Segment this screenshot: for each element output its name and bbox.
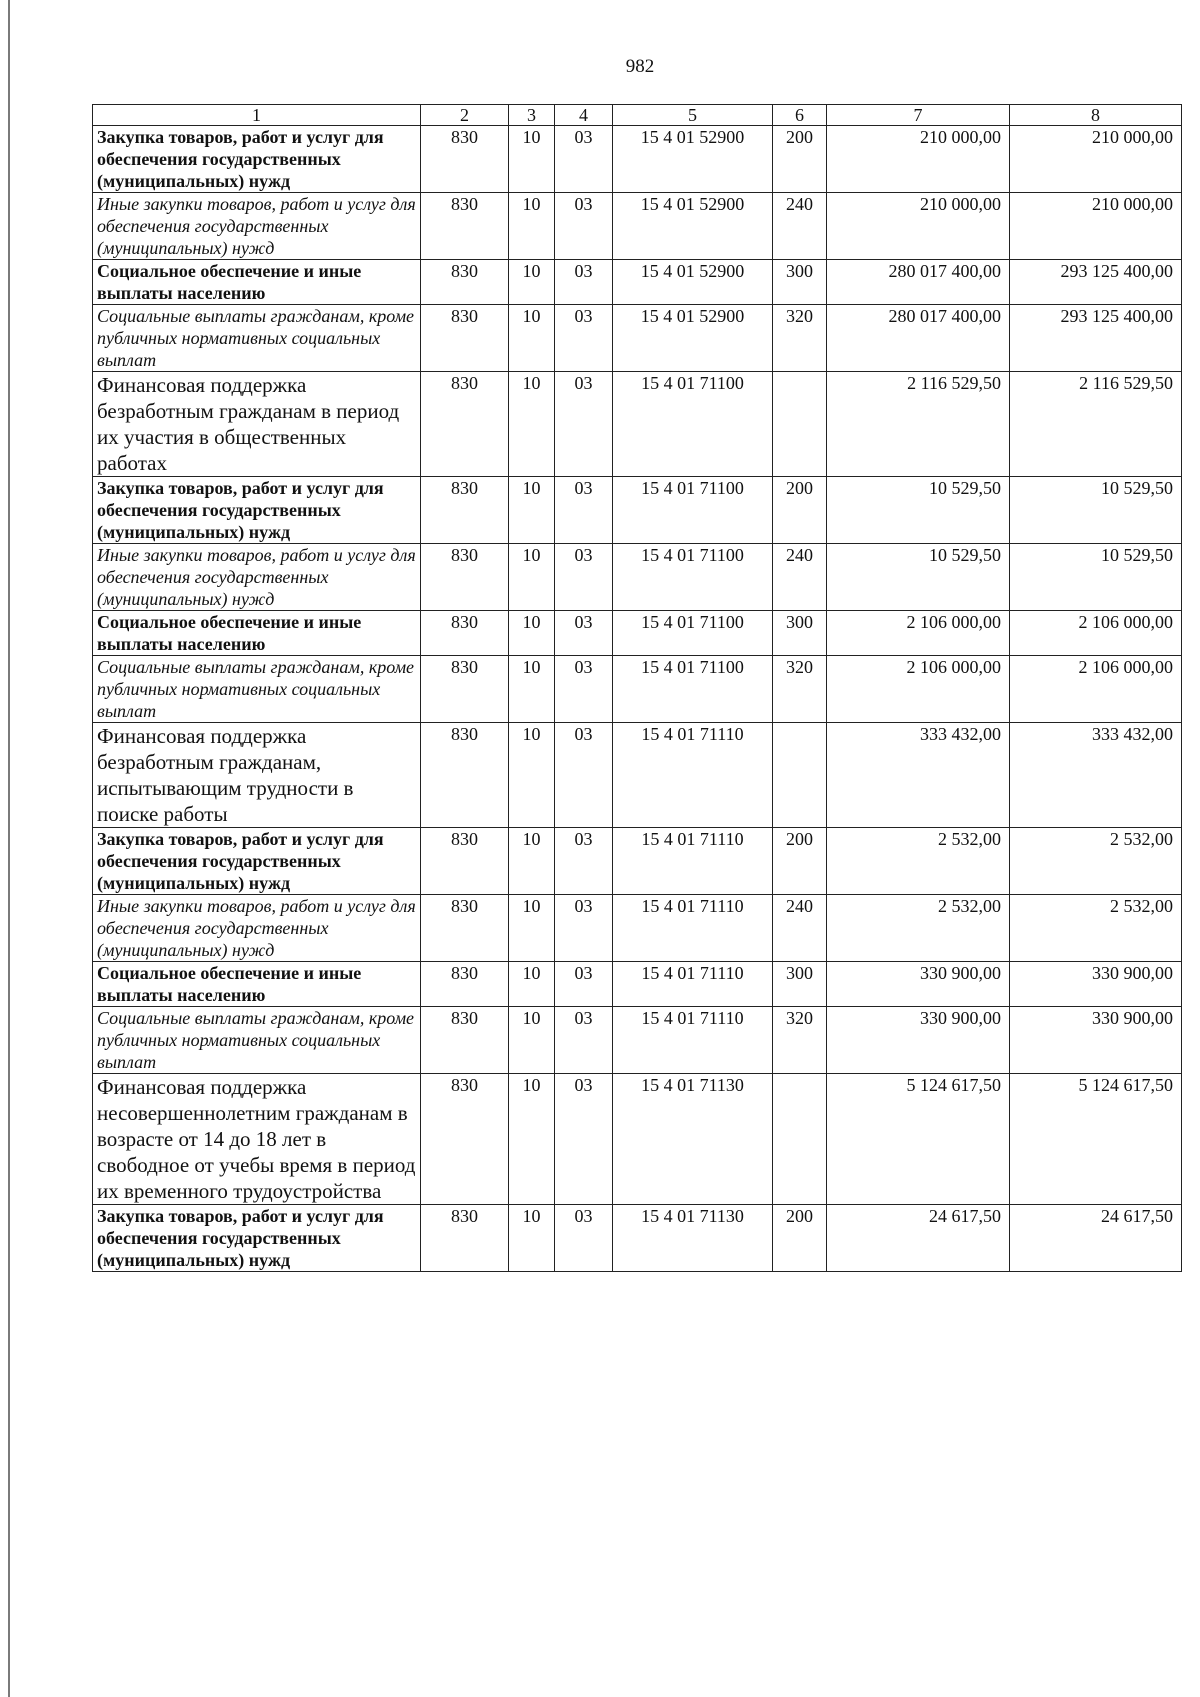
row-sum-year-1: 5 124 617,50	[827, 1074, 1010, 1205]
page-number: 982	[625, 56, 655, 77]
row-subsection: 03	[555, 193, 613, 260]
table-row	[93, 828, 1182, 895]
row-admin-code: 830	[421, 1074, 509, 1205]
row-section: 10	[509, 544, 555, 611]
row-subsection: 03	[555, 656, 613, 723]
row-sum-year-1: 330 900,00	[827, 962, 1010, 1007]
row-section: 10	[509, 1205, 555, 1272]
row-name: Закупка товаров, работ и услуг для обеспечения государственных (муниципальных) нужд	[93, 828, 421, 895]
row-target-code: 15 4 01 71110	[613, 828, 773, 895]
column-number: 8	[1010, 105, 1182, 126]
row-sum-year-2: 2 116 529,50	[1010, 372, 1182, 477]
row-sum-year-1: 2 532,00	[827, 828, 1010, 895]
row-section: 10	[509, 193, 555, 260]
table-row	[93, 477, 1182, 544]
column-number: 1	[93, 105, 421, 126]
table-row	[93, 611, 1182, 656]
row-sum-year-2: 210 000,00	[1010, 193, 1182, 260]
row-admin-code: 830	[421, 126, 509, 193]
row-expense-type: 240	[773, 544, 827, 611]
row-sum-year-1: 333 432,00	[827, 723, 1010, 828]
row-sum-year-2: 2 532,00	[1010, 828, 1182, 895]
row-expense-type	[773, 372, 827, 477]
row-sum-year-2: 24 617,50	[1010, 1205, 1182, 1272]
row-expense-type: 300	[773, 962, 827, 1007]
row-subsection: 03	[555, 126, 613, 193]
row-name: Социальное обеспечение и иные выплаты населению	[93, 611, 421, 656]
column-number: 2	[421, 105, 509, 126]
row-subsection: 03	[555, 723, 613, 828]
row-expense-type: 240	[773, 193, 827, 260]
row-sum-year-2: 10 529,50	[1010, 477, 1182, 544]
row-sum-year-2: 330 900,00	[1010, 962, 1182, 1007]
row-expense-type: 200	[773, 126, 827, 193]
row-admin-code: 830	[421, 962, 509, 1007]
row-expense-type: 320	[773, 656, 827, 723]
row-subsection: 03	[555, 260, 613, 305]
row-sum-year-1: 280 017 400,00	[827, 260, 1010, 305]
row-target-code: 15 4 01 71130	[613, 1205, 773, 1272]
row-target-code: 15 4 01 52900	[613, 305, 773, 372]
row-expense-type: 240	[773, 895, 827, 962]
table-row	[93, 656, 1182, 723]
row-sum-year-2: 333 432,00	[1010, 723, 1182, 828]
row-admin-code: 830	[421, 828, 509, 895]
row-target-code: 15 4 01 52900	[613, 126, 773, 193]
table-row	[93, 126, 1182, 193]
column-number: 7	[827, 105, 1010, 126]
row-section: 10	[509, 895, 555, 962]
table-row	[93, 895, 1182, 962]
row-admin-code: 830	[421, 477, 509, 544]
row-expense-type: 200	[773, 1205, 827, 1272]
row-admin-code: 830	[421, 193, 509, 260]
row-name: Закупка товаров, работ и услуг для обеспечения государственных (муниципальных) нужд	[93, 126, 421, 193]
row-subsection: 03	[555, 477, 613, 544]
row-subsection: 03	[555, 1074, 613, 1205]
table-row	[93, 1205, 1182, 1272]
row-admin-code: 830	[421, 544, 509, 611]
row-target-code: 15 4 01 71110	[613, 723, 773, 828]
row-subsection: 03	[555, 544, 613, 611]
row-subsection: 03	[555, 372, 613, 477]
row-target-code: 15 4 01 52900	[613, 193, 773, 260]
row-name: Закупка товаров, работ и услуг для обеспечения государственных (муниципальных) нужд	[93, 477, 421, 544]
row-section: 10	[509, 305, 555, 372]
row-target-code: 15 4 01 71100	[613, 477, 773, 544]
row-expense-type	[773, 1074, 827, 1205]
row-sum-year-1: 210 000,00	[827, 126, 1010, 193]
column-number: 4	[555, 105, 613, 126]
table-row	[93, 962, 1182, 1007]
row-section: 10	[509, 126, 555, 193]
row-name: Финансовая поддержка безработным гражданам в период их участия в общественных работах	[93, 372, 421, 477]
row-sum-year-1: 210 000,00	[827, 193, 1010, 260]
row-subsection: 03	[555, 611, 613, 656]
row-expense-type: 320	[773, 305, 827, 372]
row-admin-code: 830	[421, 372, 509, 477]
table-row	[93, 260, 1182, 305]
row-name: Социальное обеспечение и иные выплаты населению	[93, 962, 421, 1007]
row-sum-year-2: 330 900,00	[1010, 1007, 1182, 1074]
row-name: Иные закупки товаров, работ и услуг для обеспечения государственных (муниципальных) нужд	[93, 544, 421, 611]
table-row	[93, 193, 1182, 260]
row-target-code: 15 4 01 71110	[613, 962, 773, 1007]
row-section: 10	[509, 260, 555, 305]
row-section: 10	[509, 962, 555, 1007]
row-admin-code: 830	[421, 1007, 509, 1074]
row-target-code: 15 4 01 71110	[613, 895, 773, 962]
row-expense-type: 320	[773, 1007, 827, 1074]
scan-left-edge	[8, 0, 10, 1697]
row-target-code: 15 4 01 52900	[613, 260, 773, 305]
row-subsection: 03	[555, 1007, 613, 1074]
row-target-code: 15 4 01 71100	[613, 544, 773, 611]
row-section: 10	[509, 611, 555, 656]
row-admin-code: 830	[421, 1205, 509, 1272]
row-section: 10	[509, 1074, 555, 1205]
row-expense-type: 200	[773, 477, 827, 544]
row-sum-year-2: 210 000,00	[1010, 126, 1182, 193]
table-row	[93, 1007, 1182, 1074]
row-sum-year-2: 2 532,00	[1010, 895, 1182, 962]
column-number: 5	[613, 105, 773, 126]
row-admin-code: 830	[421, 260, 509, 305]
row-sum-year-1: 2 106 000,00	[827, 611, 1010, 656]
row-sum-year-1: 10 529,50	[827, 544, 1010, 611]
row-sum-year-1: 2 106 000,00	[827, 656, 1010, 723]
row-name: Финансовая поддержка безработным гражданам, испытывающим трудности в поиске работы	[93, 723, 421, 828]
row-name: Социальные выплаты гражданам, кроме публичных нормативных социальных выплат	[93, 1007, 421, 1074]
row-name: Финансовая поддержка несовершеннолетним гражданам в возрасте от 14 до 18 лет в свободное от учебы время в период их временного трудоустройства	[93, 1074, 421, 1205]
row-admin-code: 830	[421, 723, 509, 828]
row-admin-code: 830	[421, 611, 509, 656]
row-sum-year-2: 2 106 000,00	[1010, 611, 1182, 656]
table-row	[93, 1074, 1182, 1205]
row-name: Социальные выплаты гражданам, кроме публичных нормативных социальных выплат	[93, 305, 421, 372]
row-name: Закупка товаров, работ и услуг для обеспечения государственных (муниципальных) нужд	[93, 1205, 421, 1272]
row-subsection: 03	[555, 962, 613, 1007]
row-subsection: 03	[555, 1205, 613, 1272]
row-admin-code: 830	[421, 656, 509, 723]
row-name: Социальное обеспечение и иные выплаты населению	[93, 260, 421, 305]
table-row	[93, 305, 1182, 372]
row-name: Иные закупки товаров, работ и услуг для обеспечения государственных (муниципальных) нужд	[93, 895, 421, 962]
table-row	[93, 723, 1182, 828]
row-section: 10	[509, 372, 555, 477]
row-sum-year-2: 2 106 000,00	[1010, 656, 1182, 723]
column-number-row	[93, 105, 1182, 126]
row-sum-year-1: 24 617,50	[827, 1205, 1010, 1272]
row-sum-year-1: 2 532,00	[827, 895, 1010, 962]
row-section: 10	[509, 828, 555, 895]
row-sum-year-1: 10 529,50	[827, 477, 1010, 544]
row-sum-year-1: 330 900,00	[827, 1007, 1010, 1074]
row-target-code: 15 4 01 71100	[613, 372, 773, 477]
table-row	[93, 544, 1182, 611]
row-expense-type: 300	[773, 260, 827, 305]
row-section: 10	[509, 723, 555, 828]
row-target-code: 15 4 01 71100	[613, 656, 773, 723]
row-expense-type	[773, 723, 827, 828]
row-target-code: 15 4 01 71100	[613, 611, 773, 656]
row-target-code: 15 4 01 71110	[613, 1007, 773, 1074]
row-subsection: 03	[555, 828, 613, 895]
row-expense-type: 200	[773, 828, 827, 895]
row-sum-year-2: 293 125 400,00	[1010, 305, 1182, 372]
row-expense-type: 300	[773, 611, 827, 656]
row-target-code: 15 4 01 71130	[613, 1074, 773, 1205]
row-section: 10	[509, 477, 555, 544]
column-number: 3	[509, 105, 555, 126]
row-subsection: 03	[555, 895, 613, 962]
row-subsection: 03	[555, 305, 613, 372]
row-sum-year-1: 2 116 529,50	[827, 372, 1010, 477]
row-section: 10	[509, 1007, 555, 1074]
row-admin-code: 830	[421, 895, 509, 962]
row-name: Социальные выплаты гражданам, кроме публичных нормативных социальных выплат	[93, 656, 421, 723]
column-number: 6	[773, 105, 827, 126]
budget-table	[92, 104, 1182, 1272]
table-row	[93, 372, 1182, 477]
row-sum-year-2: 293 125 400,00	[1010, 260, 1182, 305]
row-sum-year-2: 5 124 617,50	[1010, 1074, 1182, 1205]
row-name: Иные закупки товаров, работ и услуг для обеспечения государственных (муниципальных) нужд	[93, 193, 421, 260]
row-section: 10	[509, 656, 555, 723]
row-sum-year-2: 10 529,50	[1010, 544, 1182, 611]
row-admin-code: 830	[421, 305, 509, 372]
row-sum-year-1: 280 017 400,00	[827, 305, 1010, 372]
